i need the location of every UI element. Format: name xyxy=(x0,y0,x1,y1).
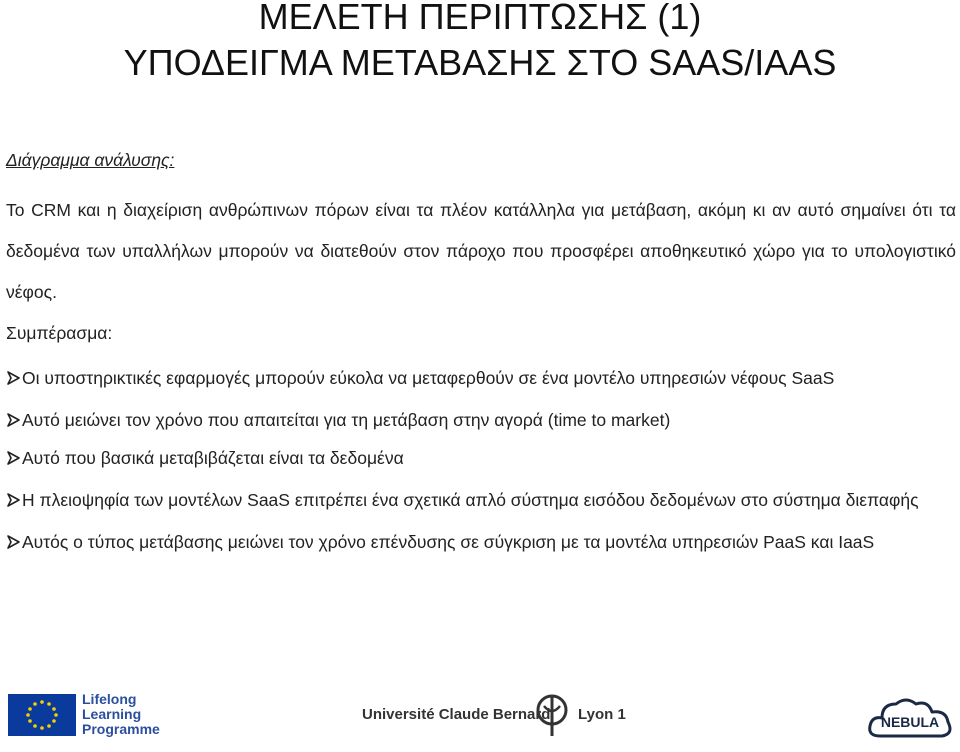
bullet-text: Οι υποστηρικτικές εφαρμογές μπορούν εύκολα να μεταφερθούν σε ένα μοντέλο υπηρεσιών νέφους SaaS xyxy=(22,368,835,388)
bullet-text: Αυτό που βασικά μεταβιβάζεται είναι τα δεδομένα xyxy=(22,448,404,468)
programme-line: Programme xyxy=(82,721,160,737)
eu-flag-icon xyxy=(8,694,76,736)
arrow-bullet-icon xyxy=(6,370,21,386)
nebula-logo-text: NEBULA xyxy=(880,714,940,730)
bullet-item xyxy=(6,401,956,439)
lifelong-line: Lifelong xyxy=(82,691,137,707)
slide-content xyxy=(6,148,956,561)
bullet-item xyxy=(6,481,956,519)
learning-line: Learning xyxy=(82,706,142,722)
analysis-paragraph: Το CRM και η διαχείριση ανθρώπινων πόρων είναι τα πλέον κατάλληλα για μετάβαση, ακόμη κι αν αυτό σημαίνει ότι τα δεδομένα των υπαλλήλων μπορούν να διατεθούν στον πάροχο που προσφέρει αποθηκευτικό χώρο για το υπολογιστικό νέφος. xyxy=(6,200,956,302)
title-line-2: ΥΠΟΔΕΙΓΜΑ ΜΕΤΑΒΑΣΗΣ ΣΤΟ SAAS/IAAS xyxy=(123,42,837,83)
title-line-1: ΜΕΛΕΤΗ ΠΕΡΙΠΤΩΣΗΣ (1) xyxy=(258,0,702,37)
arrow-bullet-icon xyxy=(6,450,21,466)
bullet-text: Αυτό μειώνει τον χρόνο που απαιτείται για τη μετάβαση στην αγορά (time to market) xyxy=(22,410,671,430)
bullet-text: Αυτός ο τύπος μετάβασης μειώνει τον χρόνο επένδυσης σε σύγκριση με τα μοντέλα υπηρεσιών PaaS και IaaS xyxy=(22,532,875,552)
slide-title xyxy=(0,0,960,86)
analysis-heading: Διάγραμμα ανάλυσης: xyxy=(6,150,175,170)
arrow-bullet-icon xyxy=(6,534,21,550)
bullet-text: Η πλειοψηφία των μοντέλων SaaS επιτρέπει ένα σχετικά απλό σύστημα εισόδου δεδομένων στο σύστημα διεπαφής xyxy=(22,490,919,510)
lifelong-learning-logo-text xyxy=(82,692,160,737)
university-name: Université Claude Bernard xyxy=(362,706,551,723)
arrow-bullet-icon xyxy=(6,492,21,508)
university-emblem-icon xyxy=(534,692,570,738)
bullet-item xyxy=(6,359,956,397)
conclusion-label: Συμπέρασμα: xyxy=(6,323,113,343)
arrow-bullet-icon xyxy=(6,412,21,428)
bullet-item xyxy=(6,523,956,561)
university-suffix: Lyon 1 xyxy=(578,706,626,723)
footer-logos xyxy=(0,688,960,752)
bullet-item xyxy=(6,439,956,477)
